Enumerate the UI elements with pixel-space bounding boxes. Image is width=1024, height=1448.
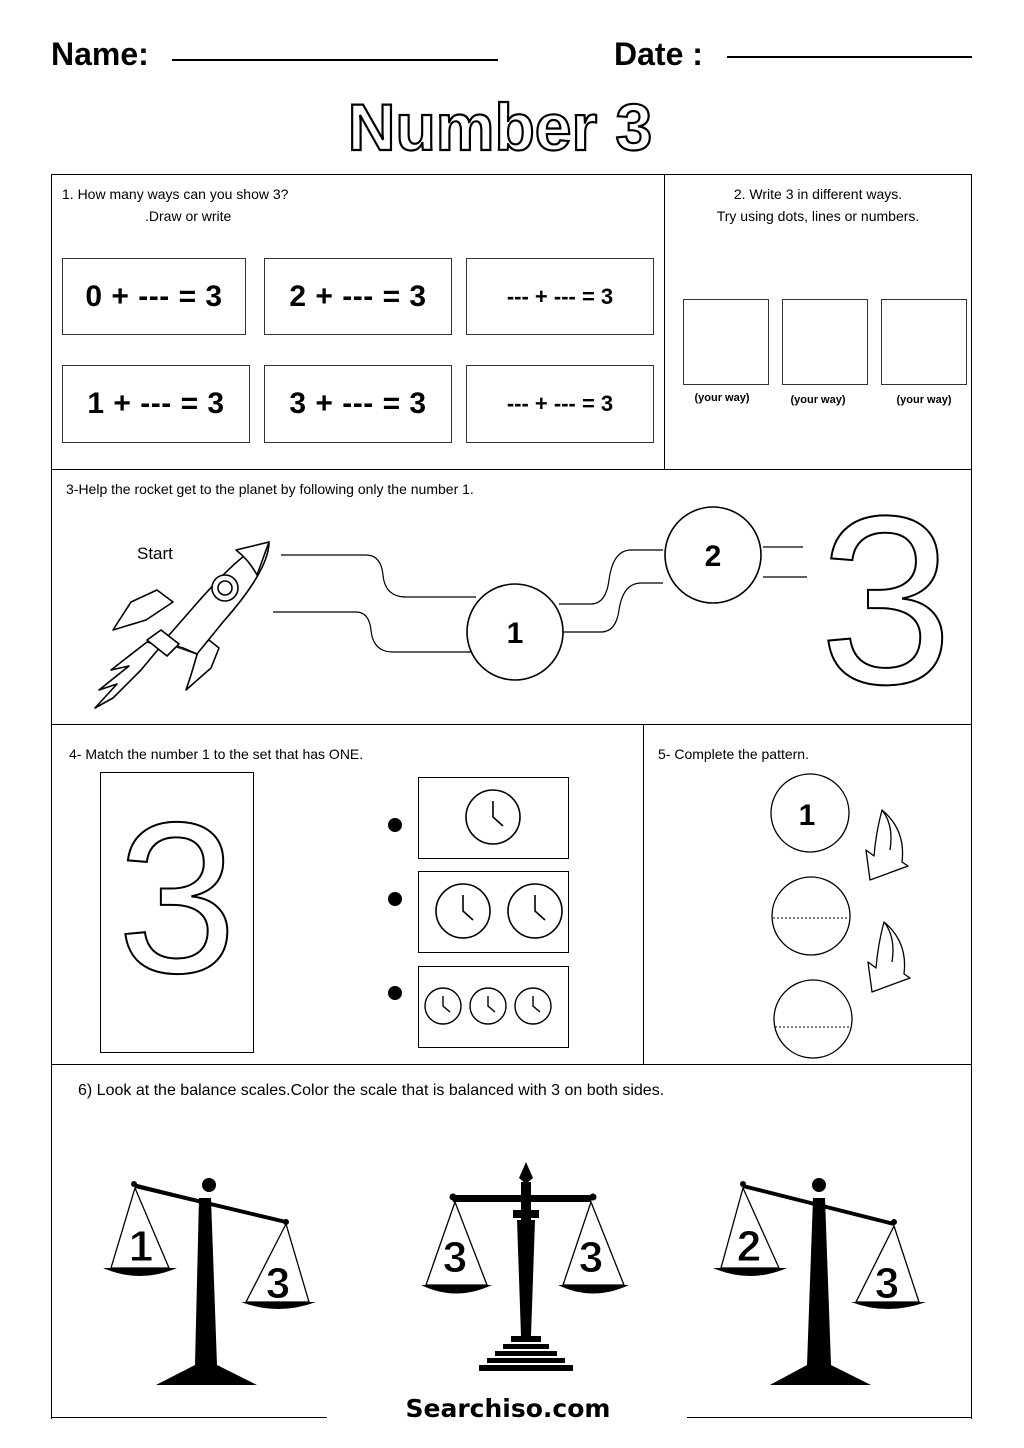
q2-prompt-line2: Try using dots, lines or numbers. [716, 208, 920, 224]
answer-square[interactable] [881, 299, 967, 385]
your-way-label: (your way) [694, 392, 750, 404]
q2-prompt-line1: 2. Write 3 in different ways. [733, 186, 903, 202]
scale-right-number: 3 [265, 1259, 291, 1308]
match-dot[interactable] [388, 892, 402, 906]
clock-icon [419, 778, 567, 857]
clock-icon [419, 967, 567, 1046]
pattern [644, 770, 971, 1063]
divider [51, 724, 972, 725]
path-circle-label: 2 [704, 540, 722, 573]
match-dot[interactable] [388, 818, 402, 832]
scale-right-number: 3 [578, 1233, 604, 1282]
scale-right-number: 3 [874, 1259, 900, 1308]
planet-number: 3 [819, 470, 953, 724]
rocket-maze [51, 470, 972, 724]
q4-prompt: 4- Match the number 1 to the set that has ONE. [69, 746, 364, 762]
equation-box[interactable]: 3 + --- = 3 [264, 365, 452, 443]
number-card-digit [100, 772, 254, 1053]
path-circle-label: 1 [506, 617, 524, 650]
divider [51, 1064, 972, 1065]
svg-text:Number 3: Number 3 [347, 90, 653, 164]
name-line[interactable] [172, 59, 498, 61]
start-label: Start [137, 544, 173, 563]
name-label: Name: [51, 36, 149, 72]
balance-scales [51, 1150, 972, 1385]
your-way-label: (your way) [896, 394, 952, 406]
your-way-label: (your way) [790, 394, 846, 406]
equation-box[interactable]: 1 + --- = 3 [62, 365, 250, 443]
answer-square[interactable] [782, 299, 868, 385]
scale-left-number: 3 [442, 1233, 468, 1282]
pattern-circle-label: 1 [798, 799, 816, 832]
pattern-circle[interactable] [774, 980, 852, 1058]
rocket-icon [95, 542, 269, 708]
answer-square[interactable] [683, 299, 769, 385]
scale-left-number: 1 [128, 1222, 154, 1271]
divider [51, 1417, 327, 1418]
equation-box[interactable]: 2 + --- = 3 [264, 258, 452, 335]
set-box[interactable] [418, 777, 569, 859]
q3-prompt: 3-Help the rocket get to the planet by following only the number 1. [66, 481, 474, 497]
arrow-icon [866, 810, 908, 880]
q1-subprompt: .Draw or write [145, 208, 232, 224]
q1-prompt: 1. How many ways can you show 3? [62, 186, 289, 202]
set-box[interactable] [418, 871, 569, 953]
pattern-circle[interactable] [772, 877, 850, 955]
date-line[interactable] [727, 56, 972, 58]
q6-prompt: 6) Look at the balance scales.Color the scale that is balanced with 3 on both sides. [78, 1082, 665, 1099]
arrow-icon [868, 922, 910, 992]
set-box[interactable] [418, 966, 569, 1048]
svg-text:3: 3 [117, 777, 237, 1018]
page-title [0, 86, 1024, 166]
clock-icon [419, 872, 567, 951]
scale-left-number: 2 [736, 1222, 762, 1271]
q5-prompt: 5- Complete the pattern. [658, 746, 809, 762]
divider [687, 1417, 972, 1418]
match-dot[interactable] [388, 986, 402, 1000]
equation-box[interactable]: 0 + --- = 3 [62, 258, 246, 335]
footer-brand: Searchiso.com [405, 1394, 611, 1423]
equation-box[interactable]: --- + --- = 3 [466, 365, 654, 443]
equation-box[interactable]: --- + --- = 3 [466, 258, 654, 335]
date-label: Date : [614, 36, 703, 72]
